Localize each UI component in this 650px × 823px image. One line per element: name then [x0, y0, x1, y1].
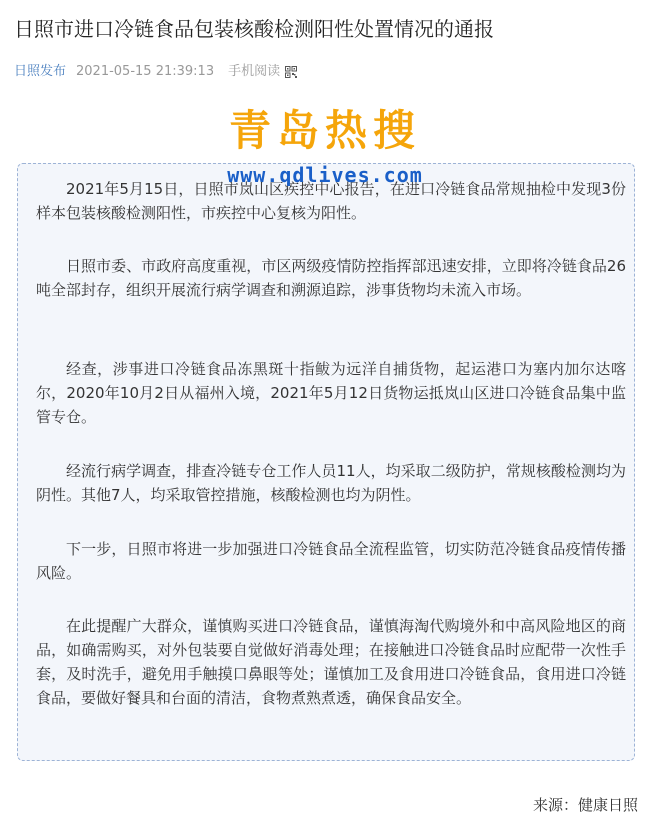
paragraph-2: 日照市委、市政府高度重视，市区两级疫情防控指挥部迅速安排，立即将冷链食品26吨全部封存，组织开展流行病学调查和溯源追踪，涉事货物均未流入市场。: [36, 257, 626, 299]
article-meta: [14, 63, 297, 81]
watermark-url: www.qdlives.com: [227, 163, 423, 187]
publish-datetime: 2021-05-15 21:39:13: [76, 64, 215, 79]
watermark-brand: 青岛热搜: [228, 106, 421, 155]
paragraph-6: 在此提醒广大群众，谨慎购买进口冷链食品，谨慎海淘代购境外和中高风险地区的商品，如确需购买，对外包装要自觉做好消毒处理；在接触进口冷链食品时应配带一次性手套，及时洗手，避免用手触摸口鼻眼等处；谨慎加工及食用进口冷链食品，食用进口冷链食品，要做好餐具和台面的清洁，食物煮熟煮透，确保食品安全。: [36, 617, 626, 707]
article-title: 日照市进口冷链食品包装核酸检测阳性处置情况的通报: [14, 17, 494, 41]
footer-source: 来源：健康日照: [532, 796, 638, 814]
paragraph-3: 经查，涉事进口冷链食品冻黑斑十指鲅为远洋自捕货物，起运港口为塞内加尔达喀尔，2020年10月2日从福州入境，2021年5月12日货物运抵岚山区进口冷链食品集中监管专仓。: [36, 360, 626, 426]
paragraph-1: 2021年5月15日，日照市岚山区疾控中心报告，在进口冷链食品常规抽检中发现3份样本包装核酸检测阳性，市疾控中心复核为阳性。: [36, 180, 626, 222]
paragraph-4: 经流行病学调查，排查冷链专仓工作人员11人，均采取二级防护，常规核酸检测均为阴性。其他7人，均采取管控措施，核酸检测也均为阴性。: [36, 462, 626, 504]
paragraph-5: 下一步，日照市将进一步加强进口冷链食品全流程监管，切实防范冷链食品疫情传播风险。: [36, 540, 626, 582]
qr-code-icon[interactable]: [285, 66, 297, 78]
source-link[interactable]: 日照发布: [14, 64, 67, 79]
mobile-read-link[interactable]: 手机阅读: [228, 64, 281, 79]
